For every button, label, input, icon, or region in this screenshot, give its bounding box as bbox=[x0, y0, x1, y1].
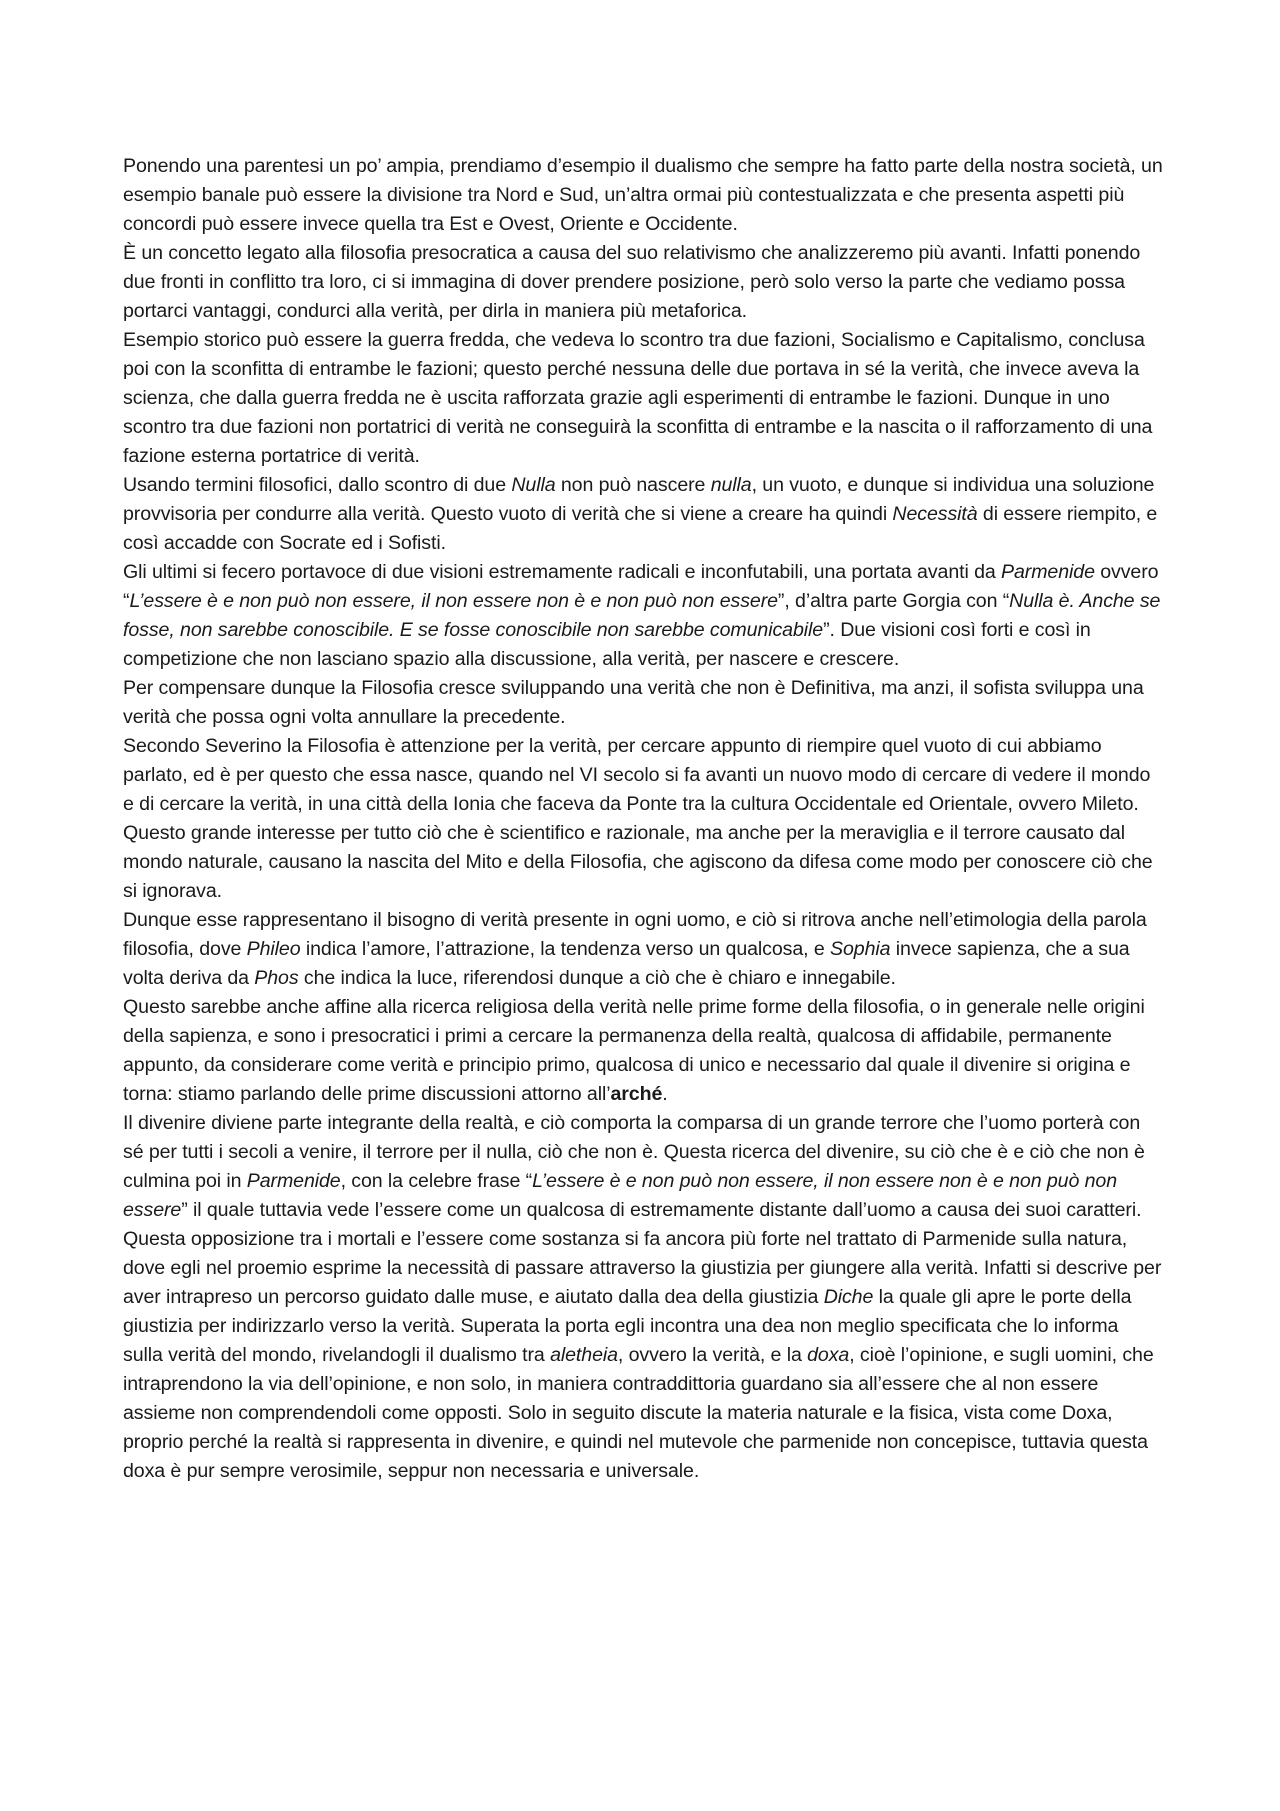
text-run: Il divenire diviene parte integrante della realtà, e ciò comporta la comparsa di un grande terrore che l’uomo porterà con sé per tutti i secoli a venire, il terrore per il nulla, ciò che non è. Questa ricerca del divenire, su ciò che è e ciò che non è culmina poi in bbox=[123, 1112, 1145, 1192]
text-run: Ponendo una parentesi un po’ ampia, prendiamo d’esempio il dualismo che sempre ha fatto parte della nostra società, un esempio banale può essere la divisione tra Nord e Sud, un’altra ormai più contestualizzata e che presenta aspetti più concordi può essere invece quella tra Est e Ovest, Oriente e Occidente. bbox=[123, 155, 1163, 235]
text-run: indica l’amore, l’attrazione, la tendenza verso un qualcosa, e bbox=[300, 938, 831, 960]
text-run: , con la celebre frase “ bbox=[340, 1170, 533, 1192]
paragraph bbox=[123, 906, 1163, 993]
text-run: Gli ultimi si fecero portavoce di due visioni estremamente radicali e inconfutabili, una portata avanti da bbox=[123, 561, 1002, 583]
text-run: È un concetto legato alla filosofia presocratica a causa del suo relativismo che analizzeremo più avanti. Infatti ponendo due fronti in conflitto tra loro, ci si immagina di dover prendere posizione, però solo verso la parte che vediamo possa portarci vantaggi, condurci alla verità, per dirla in maniera più metaforica. bbox=[123, 242, 1141, 322]
text-run: Secondo Severino la Filosofia è attenzione per la verità, per cercare appunto di riempire quel vuoto di cui abbiamo parlato, ed è per questo che essa nasce, quando nel VI secolo si fa avanti un nuovo modo di cercare di vedere il mondo e di cercare la verità, in una città della Ionia che faceva da Ponte tra la cultura Occidentale ed Orientale, ovvero Mileto. bbox=[123, 735, 1151, 815]
text-run: invece sapienza, che a sua volta deriva da bbox=[123, 938, 1130, 989]
text-run: Per compensare dunque la Filosofia cresce sviluppando una verità che non è Definitiva, ma anzi, il sofista sviluppa una verità che possa ogni volta annullare la precedente. bbox=[123, 677, 1144, 728]
text-run: ovvero “ bbox=[123, 561, 1159, 612]
text-run: , un vuoto, e dunque si individua una soluzione provvisoria per condurre alla verità. Questo vuoto di verità che si viene a creare ha quindi bbox=[123, 474, 1155, 525]
document-page bbox=[123, 152, 1163, 1486]
paragraph bbox=[123, 993, 1163, 1109]
italic-text: Necessità bbox=[892, 503, 978, 525]
italic-text: Phos bbox=[254, 967, 299, 989]
text-run: ”, d’altra parte Gorgia con “ bbox=[777, 590, 1010, 612]
italic-text: doxa bbox=[807, 1344, 850, 1366]
italic-text: Sophia bbox=[830, 938, 891, 960]
italic-text: Diche bbox=[823, 1286, 874, 1308]
italic-text: nulla bbox=[710, 474, 752, 496]
paragraph bbox=[123, 1109, 1163, 1486]
paragraph bbox=[123, 471, 1163, 558]
text-run: ” il quale tuttavia vede l’essere come un qualcosa di estremamente distante dall’uomo a causa dei suoi caratteri. Questa opposizione tra i mortali e l’essere come sostanza si fa ancora più forte nel trattato di Parmenide sulla natura, dove egli nel proemio esprime la necessità di passare attraverso la giustizia per giungere alla verità. Infatti si descrive per aver intrapreso un percorso guidato dalle muse, e aiutato dalla dea della giustizia bbox=[123, 1199, 1162, 1308]
text-run: Dunque esse rappresentano il bisogno di verità presente in ogni uomo, e ciò si ritrova anche nell’etimologia della parola filosofia, dove bbox=[123, 909, 1147, 960]
italic-text: aletheia bbox=[550, 1344, 618, 1366]
text-run: la quale gli apre le porte della giustizia per indirizzarlo verso la verità. Superata la porta egli incontra una dea non meglio specificata che lo informa sulla verità del mondo, rivelandogli il dualismo tra bbox=[123, 1286, 1132, 1366]
text-run: Questo sarebbe anche affine alla ricerca religiosa della verità nelle prime forme della filosofia, o in generale nelle origini della sapienza, e sono i presocratici i primi a cercare la permanenza della realtà, qualcosa di affidabile, permanente appunto, da considerare come verità e principio primo, qualcosa di unico e necessario dal quale il divenire si origina e torna: stiamo parlando delle prime discussioni attorno all’ bbox=[123, 996, 1145, 1105]
text-run: ”. Due visioni così forti e così in competizione che non lasciano spazio alla discussione, alla verità, per nascere e crescere. bbox=[123, 619, 1091, 670]
text-run: Questo grande interesse per tutto ciò che è scientifico e razionale, ma anche per la meraviglia e il terrore causato dal mondo naturale, causano la nascita del Mito e della Filosofia, che agiscono da difesa come modo per conoscere ciò che si ignorava. bbox=[123, 822, 1153, 902]
paragraph bbox=[123, 152, 1163, 239]
paragraph bbox=[123, 558, 1163, 674]
paragraph bbox=[123, 732, 1163, 819]
text-run: . bbox=[662, 1083, 668, 1105]
italic-text: L’essere è e non può non essere, il non essere non è e non può non essere bbox=[129, 590, 778, 612]
text-run: , ovvero la verità, e la bbox=[617, 1344, 808, 1366]
italic-text: Parmenide bbox=[1001, 561, 1095, 583]
text-run: di essere riempito, e così accadde con Socrate ed i Sofisti. bbox=[123, 503, 1158, 554]
paragraph bbox=[123, 674, 1163, 732]
text-run: non può nascere bbox=[555, 474, 711, 496]
text-run: che indica la luce, riferendosi dunque a ciò che è chiaro e innegabile. bbox=[298, 967, 896, 989]
text-run: Usando termini filosofici, dallo scontro di due bbox=[123, 474, 512, 496]
italic-text: Nulla bbox=[511, 474, 556, 496]
text-run: Esempio storico può essere la guerra fredda, che vedeva lo scontro tra due fazioni, Socialismo e Capitalismo, conclusa poi con la sconfitta di entrambe le fazioni; questo perché nessuna delle due portava in sé la verità, che invece aveva la scienza, che dalla guerra fredda ne è uscita rafforzata grazie agli esperimenti di entrambe le fazioni. Dunque in uno scontro tra due fazioni non portatrici di verità ne conseguirà la sconfitta di entrambe e la nascita o il rafforzamento di una fazione esterna portatrice di verità. bbox=[123, 329, 1153, 467]
paragraph bbox=[123, 239, 1163, 326]
italic-text: Parmenide bbox=[246, 1170, 341, 1192]
paragraph bbox=[123, 326, 1163, 471]
bold-text: arché bbox=[610, 1083, 663, 1105]
italic-text: Phileo bbox=[246, 938, 301, 960]
text-run: , cioè l’opinione, e sugli uomini, che intraprendono la via dell’opinione, e non solo, in maniera contraddittoria guardano sia all’essere che al non essere assieme non comprendendoli come opposti. Solo in seguito discute la materia naturale e la fisica, vista come Doxa, proprio perché la realtà si rappresenta in divenire, e quindi nel mutevole che parmenide non concepisce, tuttavia questa doxa è pur sempre verosimile, seppur non necessaria e universale. bbox=[123, 1344, 1154, 1482]
paragraph bbox=[123, 819, 1163, 906]
italic-text: Nulla è. Anche se fosse, non sarebbe conoscibile. E se fosse conoscibile non sarebbe comunicabile bbox=[123, 590, 1161, 641]
italic-text: L’essere è e non può non essere, il non essere non è e non può non essere bbox=[123, 1170, 1117, 1221]
